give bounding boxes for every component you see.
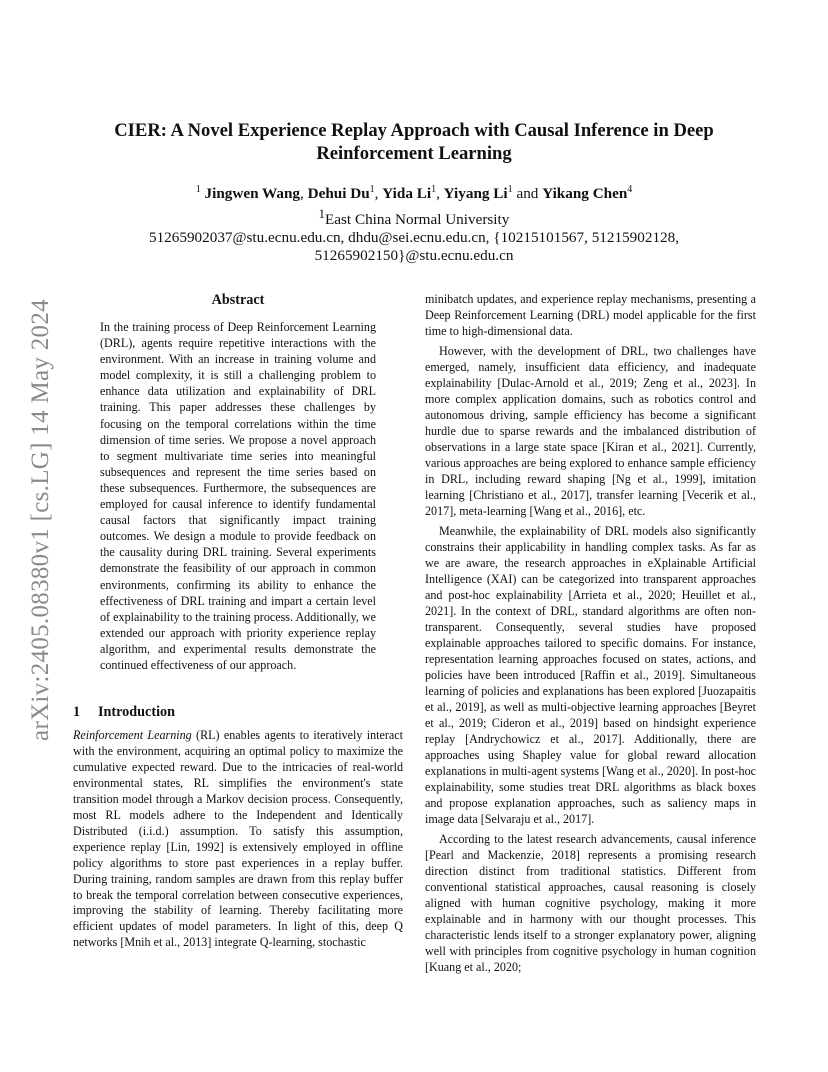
affiliation-sup: 1: [318, 207, 325, 221]
author-sup: 1: [507, 184, 513, 195]
author-name: Yida Li: [382, 185, 432, 203]
intro-italic-term: Reinforcement Learning: [73, 728, 192, 742]
abstract-heading: Abstract: [211, 292, 265, 308]
author-list: $^1$ Jingwen Wang, Dehui Du$^1$, Yida Li$^1$, Yiyang Li$^1$ and Yikang Chen$^4$: [195, 184, 633, 203]
right-paragraph: Meanwhile, the explainability of DRL models also significantly constrains their applicability in handling complex tasks. As far as we are aware, the research approaches in eXplainable Artificial Intelligence (XAI) can be categorized into transparent approaches and post-hoc explainability [Arrieta et al., 2020; Heuillet et al., 2021]. In the context of DRL, standard algorithms are often non-transparent. Consequently, several studies have proposed explainable approaches tailored to specific domains. For instance, representation learning approaches focused on states, actions, and policies have been introduced [Raffin et al., 2019]. Simultaneous learning of policies and explanations has been explored [Juozapaitis et al., 2019], as well as multi-objective learning approaches [Beyret et al., 2019; Cideron et al., 2019] based on hindsight experience replay [Andrychowicz et al., 2017]. Additionally, there are approaches using Shapley value for global reward allocation explanations in multi-agent systems [Wang et al., 2020]. In post-hoc explainability, some studies treat DRL algorithms as black boxes and propose explanation approaches, such as saliency maps in image data [Selvaraju et al., 2017].: [425, 524, 756, 826]
abstract-body: [100, 319, 376, 673]
affiliation: [80, 204, 748, 230]
section-title: Introduction: [98, 704, 175, 720]
author-sup: 4: [627, 184, 633, 195]
intro-paragraph: [73, 728, 403, 951]
paper-title: CIER: A Novel Experience Replay Approach with Causal Inference in Deep Reinforcement Learning: [114, 120, 714, 164]
author-name: Jingwen Wang: [204, 185, 301, 203]
right-paragraph: According to the latest research advancements, causal inference [Pearl and Mackenzie, 2018] represents a promising research direction distinct from traditional statistics. Different from conventional statistical approaches, causal reasoning is closely aligned with human cognitive psychology, making it more explainable and in harmony with our thought processes. This characteristic lends itself to a stronger explanatory power, aligning well with principles from cognitive psychology in human cognition [Kuang et al., 2020;: [425, 831, 756, 974]
right-column: [425, 292, 756, 976]
author-sup: 1: [431, 184, 437, 195]
introduction-body: [73, 728, 403, 951]
author-conjunction: and: [516, 185, 539, 203]
intro-text: (RL) enables agents to iteratively interact with the environment, acquiring an optimal policy to maximize the cumulative expected reward. Due to the intricacies of real-world environmental states, RL simplifies the environment's state transition model through a Markov decision process. Consequently, most RL models adhere to the Independent and Identically Distributed (i.i.d.) assumption. To satisfy this assumption, experience replay [Lin, 1992] is extensively employed in offline policy algorithms to store past experiences in a replay buffer. During training, random samples are drawn from this replay buffer to break the temporal correlation between consecutive experiences, improving the stability of learning. Thereby facilitating more efficient updates of model parameters. In light of this, deep Q networks [Mnih et al., 2013] integrate Q-learning, stochastic: [73, 728, 403, 950]
right-paragraph: However, with the development of DRL, two challenges have emerged, namely, insufficient data efficiency, and inadequate explainability [Dulac-Arnold et al., 2019; Zeng et al., 2023]. In more complex application domains, such as robotics control and autonomous driving, sample efficiency has become a significant hurdle due to sparse rewards and the imbalanced distribution of observations in a large state space [Kiran et al., 2021]. Currently, various approaches are being explored to enhance sample efficiency in DRL, including reward shaping [Ng et al., 1999], imitation learning [Christiano et al., 2017], transfer learning [Vecerik et al., 2017], meta-learning [Wang et al., 2016], etc.: [425, 344, 756, 518]
author-sup: 1: [369, 184, 375, 195]
author-name: Yiyang Li: [443, 185, 508, 203]
section-heading: [73, 704, 403, 721]
right-paragraph: minibatch updates, and experience replay mechanisms, presenting a Deep Reinforcement Learning (DRL) model applicable for the first time to high-dimensional data.: [425, 292, 756, 338]
abstract-text: In the training process of Deep Reinforcement Learning (DRL), agents require repetitive interactions with the environment. With an increase in training volume and model complexity, it is still a challenging problem to enhance data utilization and explainability of DRL training. This paper addresses these challenges by focusing on the temporal correlations within the time dimension of time series. We propose a novel approach to segment multivariate time series into meaningful subsequences and represent the time series based on these subsequences. Furthermore, the subsequences are employed for causal inference to identify fundamental causal factors that significantly impact training outcomes. We design a module to provide feedback on the causality during DRL training. Several experiments demonstrate the feasibility of our approach in common environments, confirming its ability to enhance the effectiveness of DRL training and impart a certain level of explainability to the training process. Additionally, we extended our approach with priority experience replay algorithm, and experimental results demonstrate the continued effectiveness of our approach.: [100, 320, 376, 672]
arxiv-id: arXiv:2405.08380v1 [cs.LG] 14 May 2024: [27, 299, 54, 741]
author-name: Yikang Chen: [542, 185, 628, 203]
arxiv-watermark: [17, 280, 65, 760]
author-sup: 1: [195, 184, 201, 195]
email-line: 51265902150}@stu.ecnu.edu.cn: [314, 247, 514, 264]
section-number: 1: [73, 704, 81, 720]
affiliation-name: East China Normal University: [325, 211, 510, 229]
email-block: [80, 229, 748, 265]
email-line: 51265902037@stu.ecnu.edu.cn, dhdu@sei.ecnu.edu.cn, {10215101567, 51215902128,: [148, 229, 680, 246]
author-name: Dehui Du: [307, 185, 370, 203]
